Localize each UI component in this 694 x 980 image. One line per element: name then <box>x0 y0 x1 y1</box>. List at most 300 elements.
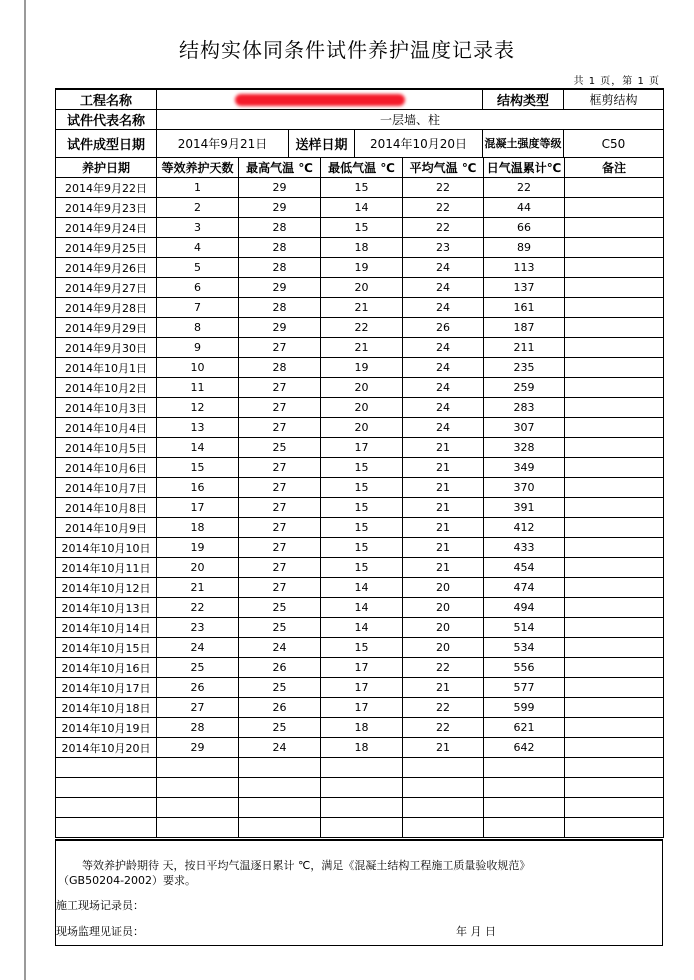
table-cell: 22 <box>403 658 484 678</box>
table-cell: 11 <box>157 378 239 398</box>
table-cell: 27 <box>239 578 321 598</box>
table-row <box>56 458 664 478</box>
table-cell: 20 <box>403 578 484 598</box>
table-row <box>56 398 664 418</box>
table-row <box>56 198 664 218</box>
table-cell: 14 <box>321 618 403 638</box>
table-cell: 2014年9月25日 <box>56 238 157 258</box>
page-left-border <box>24 0 26 980</box>
table-cell: 24 <box>239 638 321 658</box>
table-row <box>56 738 664 758</box>
table-cell: 2014年10月19日 <box>56 718 157 738</box>
table-cell: 15 <box>321 178 403 198</box>
table-cell: 642 <box>484 738 565 758</box>
table-row <box>56 358 664 378</box>
table-cell: 259 <box>484 378 565 398</box>
table-cell: 454 <box>484 558 565 578</box>
table-cell: 21 <box>403 678 484 698</box>
table-cell: 2014年10月7日 <box>56 478 157 498</box>
table-row <box>56 478 664 498</box>
column-header: 养护日期 <box>56 158 157 178</box>
table-cell: 22 <box>403 698 484 718</box>
table-cell: 18 <box>321 718 403 738</box>
table-cell: 2014年10月20日 <box>56 738 157 758</box>
table-cell <box>239 798 321 818</box>
structure-type-value: 框剪结构 <box>564 89 664 110</box>
table-cell: 27 <box>239 398 321 418</box>
table-cell <box>484 818 565 838</box>
table-cell: 27 <box>239 478 321 498</box>
table-row <box>56 678 664 698</box>
table-cell <box>565 338 664 358</box>
table-cell <box>565 578 664 598</box>
table-row <box>56 238 664 258</box>
table-cell: 2014年10月15日 <box>56 638 157 658</box>
table-cell: 8 <box>157 318 239 338</box>
table-cell: 20 <box>321 418 403 438</box>
structure-type-label: 结构类型 <box>483 89 564 110</box>
table-cell: 24 <box>157 638 239 658</box>
table-cell: 17 <box>321 438 403 458</box>
footer-note-line2: （GB50204-2002）要求。 <box>58 874 197 887</box>
table-cell: 20 <box>157 558 239 578</box>
table-cell <box>565 418 664 438</box>
table-cell: 27 <box>239 458 321 478</box>
header-row-specimen <box>56 110 664 130</box>
table-cell: 24 <box>403 338 484 358</box>
table-cell: 599 <box>484 698 565 718</box>
table-cell <box>565 218 664 238</box>
table-cell: 2014年10月17日 <box>56 678 157 698</box>
table-cell: 21 <box>403 518 484 538</box>
table-cell <box>565 278 664 298</box>
table-cell <box>56 758 157 778</box>
table-cell: 412 <box>484 518 565 538</box>
table-cell: 2014年10月13日 <box>56 598 157 618</box>
table-row <box>56 558 664 578</box>
table-cell <box>56 798 157 818</box>
table-row <box>56 578 664 598</box>
table-cell: 15 <box>321 558 403 578</box>
table-cell: 26 <box>157 678 239 698</box>
table-cell: 25 <box>239 678 321 698</box>
table-cell <box>565 738 664 758</box>
table-cell <box>565 718 664 738</box>
project-name-label: 工程名称 <box>56 89 157 110</box>
recorder-label: 施工现场记录员： <box>56 899 144 912</box>
table-cell <box>565 778 664 798</box>
table-row <box>56 638 664 658</box>
table-cell: 27 <box>239 418 321 438</box>
table-cell <box>157 758 239 778</box>
table-cell: 18 <box>321 738 403 758</box>
table-cell: 14 <box>321 578 403 598</box>
table-cell: 22 <box>484 178 565 198</box>
table-row <box>56 758 664 778</box>
table-cell <box>56 818 157 838</box>
table-row <box>56 718 664 738</box>
table-row <box>56 178 664 198</box>
table-cell: 17 <box>321 678 403 698</box>
table-cell: 26 <box>239 698 321 718</box>
table-cell: 28 <box>239 238 321 258</box>
table-cell: 349 <box>484 458 565 478</box>
table-cell: 28 <box>239 358 321 378</box>
table-cell: 2014年10月6日 <box>56 458 157 478</box>
table-cell: 27 <box>239 378 321 398</box>
table-cell: 20 <box>403 598 484 618</box>
table-cell: 21 <box>403 478 484 498</box>
table-cell: 10 <box>157 358 239 378</box>
table-cell: 2014年10月14日 <box>56 618 157 638</box>
table-cell: 235 <box>484 358 565 378</box>
table-cell: 24 <box>403 278 484 298</box>
table-cell <box>565 798 664 818</box>
table-cell: 24 <box>403 258 484 278</box>
table-cell: 19 <box>321 358 403 378</box>
table-cell: 44 <box>484 198 565 218</box>
table-cell: 24 <box>403 418 484 438</box>
table-cell <box>565 558 664 578</box>
table-cell: 2014年10月4日 <box>56 418 157 438</box>
column-header: 最高气温 ℃ <box>239 158 321 178</box>
table-cell: 307 <box>484 418 565 438</box>
header-row-project <box>56 89 664 110</box>
table-row <box>56 658 664 678</box>
table-cell: 17 <box>321 658 403 678</box>
table-cell: 15 <box>321 458 403 478</box>
table-cell: 22 <box>403 178 484 198</box>
table-cell <box>565 358 664 378</box>
table-cell: 24 <box>239 738 321 758</box>
page-title: 结构实体同条件试件养护温度记录表 <box>179 38 515 62</box>
record-rows <box>56 178 664 838</box>
table-cell <box>565 618 664 638</box>
table-cell <box>239 758 321 778</box>
table-cell: 21 <box>321 298 403 318</box>
table-cell <box>403 818 484 838</box>
table-cell: 21 <box>403 438 484 458</box>
table-cell: 283 <box>484 398 565 418</box>
table-cell: 2014年10月18日 <box>56 698 157 718</box>
table-cell <box>565 398 664 418</box>
table-row <box>56 378 664 398</box>
table-cell <box>403 758 484 778</box>
table-cell: 556 <box>484 658 565 678</box>
table-cell: 15 <box>157 458 239 478</box>
table-cell: 6 <box>157 278 239 298</box>
table-cell <box>565 298 664 318</box>
table-cell: 2014年10月9日 <box>56 518 157 538</box>
column-header: 日气温累计℃ <box>484 158 565 178</box>
column-header: 平均气温 ℃ <box>403 158 484 178</box>
table-row <box>56 618 664 638</box>
table-cell: 17 <box>321 698 403 718</box>
table-cell: 24 <box>403 378 484 398</box>
table-cell: 534 <box>484 638 565 658</box>
redaction-mark <box>235 94 405 106</box>
table-cell <box>565 198 664 218</box>
molding-date-value: 2014年9月21日 <box>157 130 289 158</box>
table-row <box>56 298 664 318</box>
table-cell: 2014年9月28日 <box>56 298 157 318</box>
table-cell: 21 <box>403 538 484 558</box>
table-cell: 2 <box>157 198 239 218</box>
table-cell: 3 <box>157 218 239 238</box>
table-cell: 27 <box>157 698 239 718</box>
table-cell: 20 <box>403 638 484 658</box>
sending-date-value: 2014年10月20日 <box>355 130 483 158</box>
table-cell: 577 <box>484 678 565 698</box>
table-cell: 27 <box>239 558 321 578</box>
project-name-value <box>157 89 483 110</box>
table-cell: 2014年9月22日 <box>56 178 157 198</box>
table-cell: 17 <box>157 498 239 518</box>
table-cell: 14 <box>157 438 239 458</box>
table-row <box>56 338 664 358</box>
table-cell: 29 <box>239 178 321 198</box>
signature-date: 年 月 日 <box>456 925 496 938</box>
table-row <box>56 778 664 798</box>
table-cell: 5 <box>157 258 239 278</box>
table-cell: 1 <box>157 178 239 198</box>
table-cell: 2014年10月8日 <box>56 498 157 518</box>
table-row <box>56 498 664 518</box>
table-cell: 15 <box>321 478 403 498</box>
table-cell <box>565 818 664 838</box>
table-cell: 25 <box>239 438 321 458</box>
table-cell <box>321 758 403 778</box>
table-cell <box>565 318 664 338</box>
table-cell <box>239 818 321 838</box>
table-cell: 21 <box>403 458 484 478</box>
table-cell: 89 <box>484 238 565 258</box>
table-cell <box>565 438 664 458</box>
table-cell: 161 <box>484 298 565 318</box>
table-cell: 137 <box>484 278 565 298</box>
column-header: 等效养护天数 <box>157 158 239 178</box>
header-table <box>55 88 664 158</box>
table-row <box>56 318 664 338</box>
table-cell: 15 <box>321 218 403 238</box>
table-cell: 15 <box>321 518 403 538</box>
table-cell: 27 <box>239 518 321 538</box>
table-row <box>56 258 664 278</box>
table-cell <box>565 678 664 698</box>
table-cell <box>157 818 239 838</box>
table-cell: 22 <box>403 718 484 738</box>
table-cell <box>484 798 565 818</box>
table-cell: 25 <box>239 598 321 618</box>
table-cell: 13 <box>157 418 239 438</box>
table-cell: 2014年9月26日 <box>56 258 157 278</box>
table-cell <box>157 778 239 798</box>
table-cell: 22 <box>321 318 403 338</box>
table-cell: 21 <box>403 558 484 578</box>
table-cell: 211 <box>484 338 565 358</box>
table-row <box>56 538 664 558</box>
table-cell: 27 <box>239 538 321 558</box>
molding-date-label: 试件成型日期 <box>56 130 157 158</box>
table-cell: 66 <box>484 218 565 238</box>
table-cell: 29 <box>239 318 321 338</box>
table-row <box>56 518 664 538</box>
table-cell: 12 <box>157 398 239 418</box>
column-header: 备注 <box>565 158 664 178</box>
table-cell: 29 <box>239 198 321 218</box>
table-cell: 494 <box>484 598 565 618</box>
table-cell: 18 <box>321 238 403 258</box>
table-cell <box>565 538 664 558</box>
table-cell: 2014年10月3日 <box>56 398 157 418</box>
table-cell: 28 <box>239 218 321 238</box>
table-cell: 24 <box>403 298 484 318</box>
table-cell: 20 <box>321 398 403 418</box>
table-cell: 25 <box>239 618 321 638</box>
table-cell: 7 <box>157 298 239 318</box>
table-cell <box>565 458 664 478</box>
table-cell <box>565 658 664 678</box>
table-cell: 391 <box>484 498 565 518</box>
table-cell: 23 <box>403 238 484 258</box>
table-cell <box>56 778 157 798</box>
footer-note-line1: 等效养护龄期待 天，按日平均气温逐日累计 ℃，满足《混凝土结构工程施工质量验收规范》 <box>82 859 531 872</box>
specimen-part-label: 试件代表名称 <box>56 110 157 130</box>
table-cell: 514 <box>484 618 565 638</box>
table-cell: 29 <box>157 738 239 758</box>
table-cell <box>565 178 664 198</box>
table-cell <box>403 798 484 818</box>
table-cell: 24 <box>403 358 484 378</box>
table-cell: 2014年10月1日 <box>56 358 157 378</box>
table-cell <box>565 638 664 658</box>
table-cell: 22 <box>403 218 484 238</box>
table-cell: 2014年10月2日 <box>56 378 157 398</box>
table-cell: 2014年9月24日 <box>56 218 157 238</box>
table-cell: 27 <box>239 338 321 358</box>
table-cell: 187 <box>484 318 565 338</box>
table-cell: 2014年9月27日 <box>56 278 157 298</box>
table-cell <box>321 798 403 818</box>
table-row <box>56 698 664 718</box>
table-cell <box>321 778 403 798</box>
table-cell <box>484 778 565 798</box>
specimen-part-value: 一层墙、柱 <box>157 110 664 130</box>
table-cell <box>565 598 664 618</box>
table-cell: 433 <box>484 538 565 558</box>
table-cell: 621 <box>484 718 565 738</box>
table-cell: 28 <box>157 718 239 738</box>
table-cell <box>321 818 403 838</box>
table-row <box>56 818 664 838</box>
table-cell: 2014年10月10日 <box>56 538 157 558</box>
table-cell: 23 <box>157 618 239 638</box>
header-row-dates <box>56 130 664 158</box>
table-cell: 2014年9月29日 <box>56 318 157 338</box>
table-cell: 19 <box>157 538 239 558</box>
table-cell: 113 <box>484 258 565 278</box>
strength-grade-value: C50 <box>564 130 664 158</box>
table-cell <box>565 498 664 518</box>
table-row <box>56 598 664 618</box>
supervisor-label: 现场监理见证员： <box>56 925 144 938</box>
table-cell: 27 <box>239 498 321 518</box>
table-cell: 328 <box>484 438 565 458</box>
table-cell: 2014年10月11日 <box>56 558 157 578</box>
table-cell: 370 <box>484 478 565 498</box>
table-row <box>56 278 664 298</box>
table-cell <box>157 798 239 818</box>
table-cell: 26 <box>403 318 484 338</box>
table-cell: 25 <box>157 658 239 678</box>
table-cell: 2014年9月23日 <box>56 198 157 218</box>
column-header: 最低气温 ℃ <box>321 158 403 178</box>
table-cell <box>403 778 484 798</box>
table-cell: 15 <box>321 498 403 518</box>
table-cell: 2014年9月30日 <box>56 338 157 358</box>
table-cell: 474 <box>484 578 565 598</box>
temperature-record-table <box>55 157 664 838</box>
column-header-row <box>56 158 664 178</box>
table-cell: 21 <box>157 578 239 598</box>
table-cell: 2014年10月5日 <box>56 438 157 458</box>
table-cell: 21 <box>403 498 484 518</box>
sending-date-label: 送样日期 <box>289 130 355 158</box>
table-cell: 16 <box>157 478 239 498</box>
table-cell: 21 <box>403 738 484 758</box>
table-cell <box>239 778 321 798</box>
table-cell: 22 <box>403 198 484 218</box>
table-cell: 15 <box>321 638 403 658</box>
table-cell: 20 <box>403 618 484 638</box>
table-cell: 28 <box>239 258 321 278</box>
table-row <box>56 218 664 238</box>
table-cell <box>484 758 565 778</box>
strength-grade-label: 混凝土强度等级 <box>483 130 564 158</box>
table-cell: 29 <box>239 278 321 298</box>
table-cell <box>565 258 664 278</box>
table-cell: 2014年10月12日 <box>56 578 157 598</box>
table-cell: 15 <box>321 538 403 558</box>
table-cell <box>565 238 664 258</box>
table-cell: 18 <box>157 518 239 538</box>
table-cell: 19 <box>321 258 403 278</box>
table-cell: 9 <box>157 338 239 358</box>
footer-section <box>55 839 663 946</box>
table-cell: 20 <box>321 278 403 298</box>
table-cell <box>565 478 664 498</box>
page-info: 共 1 页，第 1 页 <box>573 76 660 87</box>
table-cell <box>565 698 664 718</box>
table-cell: 14 <box>321 598 403 618</box>
table-cell: 21 <box>321 338 403 358</box>
table-cell <box>565 518 664 538</box>
table-cell: 22 <box>157 598 239 618</box>
table-cell: 14 <box>321 198 403 218</box>
table-cell: 20 <box>321 378 403 398</box>
table-cell: 2014年10月16日 <box>56 658 157 678</box>
table-row <box>56 438 664 458</box>
table-cell: 4 <box>157 238 239 258</box>
table-cell: 26 <box>239 658 321 678</box>
table-cell: 24 <box>403 398 484 418</box>
table-cell <box>565 378 664 398</box>
table-row <box>56 798 664 818</box>
table-row <box>56 418 664 438</box>
table-cell: 25 <box>239 718 321 738</box>
table-cell: 28 <box>239 298 321 318</box>
table-cell <box>565 758 664 778</box>
